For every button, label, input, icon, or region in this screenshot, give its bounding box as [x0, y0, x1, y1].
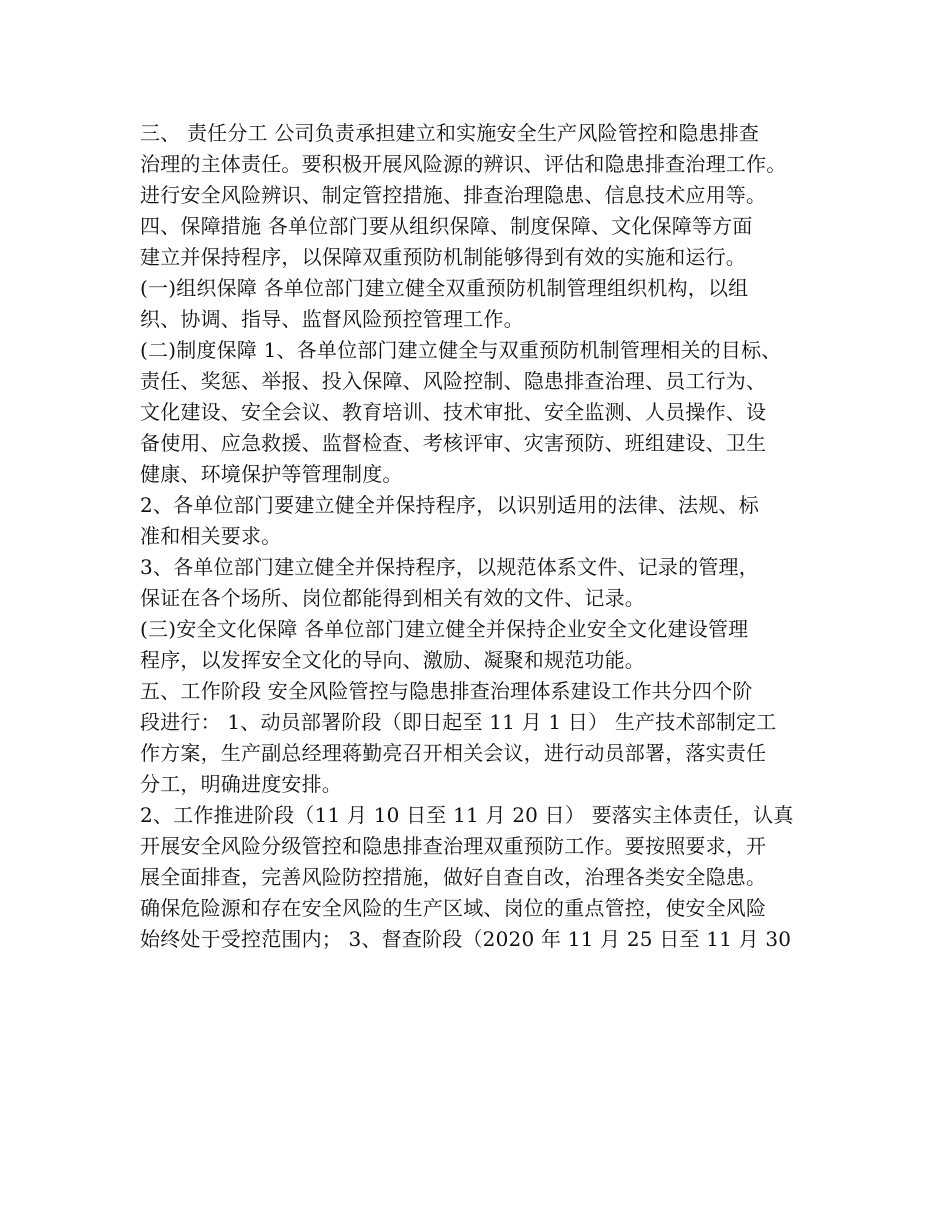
text-line: 文化建设、安全会议、教育培训、技术审批、安全监测、人员操作、设	[140, 400, 767, 424]
text-line: 责任、奖惩、举报、投入保障、风险控制、隐患排查治理、员工行为、	[140, 369, 767, 393]
text-line: 2、各单位部门要建立健全并保持程序，以识别适用的法律、法规、标	[140, 493, 759, 517]
text-line: 备使用、应急救援、监督检查、考核评审、灾害预防、班组建设、卫生	[140, 431, 767, 455]
document-body	[140, 118, 830, 955]
text-line: 作方案，生产副总经理蒋勤亮召开相关会议，进行动员部署，落实责任	[140, 741, 767, 765]
text-line: 段进行： 1、动员部署阶段（即日起至 11 月 1 日） 生产技术部制定工	[140, 710, 777, 734]
text-line: 开展安全风险分级管控和隐患排查治理双重预防工作。要按照要求，开	[140, 834, 767, 858]
text-line: 2、工作推进阶段（11 月 10 日至 11 月 20 日） 要落实主体责任，认真	[140, 803, 794, 827]
text-line: (一)组织保障 各单位部门建立健全双重预防机制管理组织机构，以组	[140, 276, 749, 300]
text-line: 程序，以发挥安全文化的导向、激励、凝聚和规范功能。	[140, 648, 645, 672]
text-line: 3、各单位部门建立健全并保持程序，以规范体系文件、记录的管理，	[140, 555, 759, 579]
text-line: 分工，明确进度安排。	[140, 772, 342, 796]
text-line: 确保危险源和存在安全风险的生产区域、岗位的重点管控，使安全风险	[140, 896, 767, 920]
text-line: 进行安全风险辨识、制定管控措施、排查治理隐患、信息技术应用等。	[140, 183, 767, 207]
text-line: 织、协调、指导、监督风险预控管理工作。	[140, 307, 524, 331]
text-line: 建立并保持程序，以保障双重预防机制能够得到有效的实施和运行。	[140, 245, 746, 269]
text-line: (二)制度保障 1、各单位部门建立健全与双重预防机制管理相关的目标、	[140, 338, 782, 362]
text-line: 始终处于受控范围内； 3、督查阶段（2020 年 11 月 25 日至 11 月 30	[140, 927, 792, 951]
text-line: 三、 责任分工 公司负责承担建立和实施安全生产风险管控和隐患排查	[140, 121, 760, 145]
text-line: (三)安全文化保障 各单位部门建立健全并保持企业安全文化建设管理	[140, 617, 749, 641]
text-line: 五、工作阶段 安全风险管控与隐患排查治理体系建设工作共分四个阶	[140, 679, 753, 703]
text-line: 展全面排查，完善风险防控措施，做好自查自改，治理各类安全隐患。	[140, 865, 767, 889]
text-line: 健康、环境保护等管理制度。	[140, 462, 403, 486]
text-line: 治理的主体责任。要积极开展风险源的辨识、评估和隐患排查治理工作。	[140, 152, 787, 176]
text-line: 准和相关要求。	[140, 524, 282, 548]
text-line: 保证在各个场所、岗位都能得到相关有效的文件、记录。	[140, 586, 645, 610]
text-line: 四、保障措施 各单位部门要从组织保障、制度保障、文化保障等方面	[140, 214, 753, 238]
